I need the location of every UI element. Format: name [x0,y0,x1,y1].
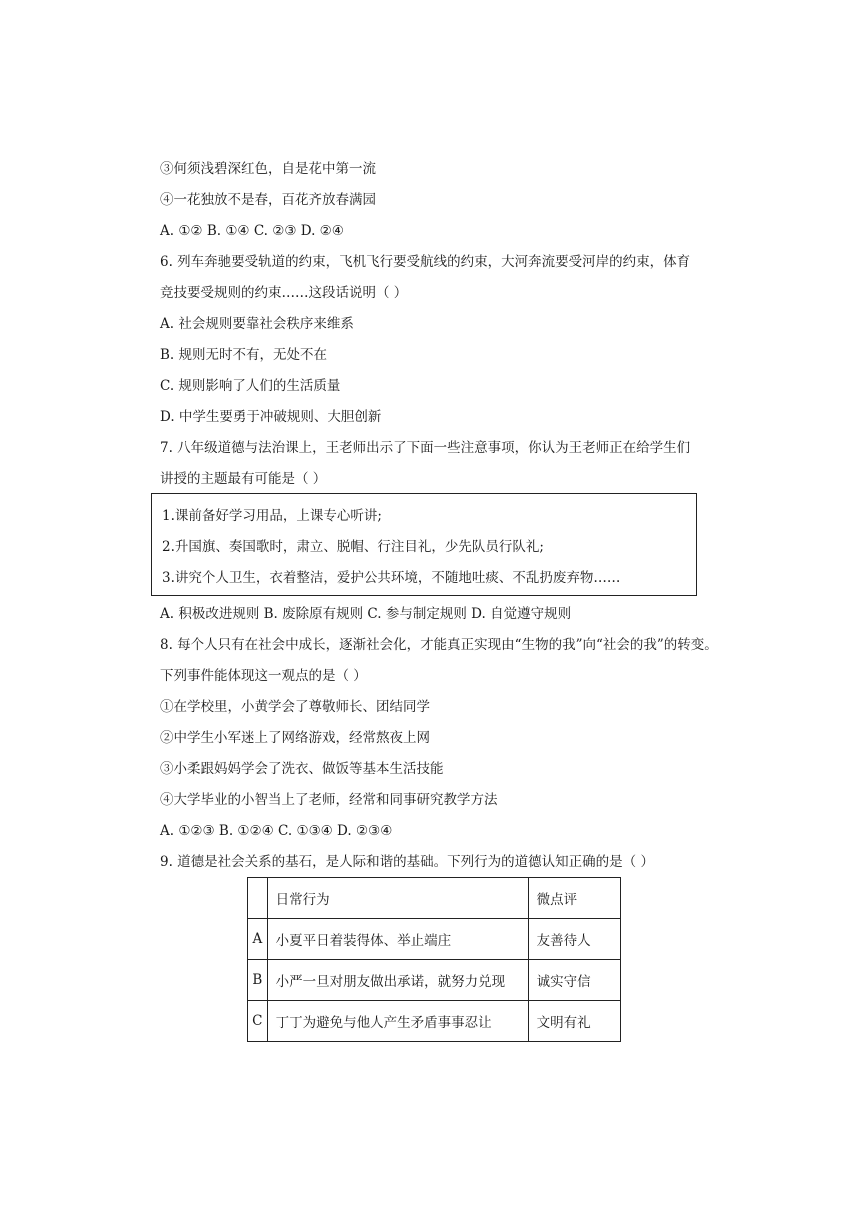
q8-answer-choices: A. ①②③ B. ①②④ C. ①③④ D. ②③④ [160,823,393,839]
q7-stem-line-1: 7. 八年级道德与法治课上，王老师出示了下面一些注意事项，你认为王老师正在给学生们 [160,440,691,456]
q8-item-2: ②中学生小军迷上了网络游戏，经常熬夜上网 [160,730,430,746]
option-line-3: ③何须浅碧深红色，自是花中第一流 [160,161,376,177]
q7-answer-choices: A. 积极改进规则 B. 废除原有规则 C. 参与制定规则 D. 自觉遵守规则 [160,606,572,622]
notice-item-3: 3.讲究个人卫生，衣着整洁，爱护公共环境，不随地吐痰、不乱扔废弃物…… [162,570,621,586]
q6-choice-c: C. 规则影响了人们的生活质量 [160,378,341,394]
table-cell-comment: 诚实守信 [528,960,620,1001]
q8-item-4: ④大学毕业的小智当上了老师，经常和同事研究教学方法 [160,792,498,808]
notice-item-2: 2.升国旗、奏国歌时，肃立、脱帽、行注目礼，少先队员行队礼; [162,539,544,555]
q5-answer-choices: A. ①② B. ①④ C. ②③ D. ②④ [160,223,344,239]
table-header-row [248,878,621,919]
notice-item-1: 1.课前备好学习用品，上课专心听讲; [162,508,382,524]
q6-choice-d: D. 中学生要勇于冲破规则、大胆创新 [160,409,382,425]
q6-stem-line-2: 竞技要受规则的约束……这段话说明（ ） [160,285,408,301]
table-row [248,919,621,960]
q6-choice-a: A. 社会规则要靠社会秩序来维系 [160,316,354,332]
table-row [248,960,621,1001]
q6-stem-line-1: 6. 列车奔驰要受轨道的约束，飞机飞行要受航线的约束，大河奔流要受河岸的约束，体育 [160,254,691,270]
table-cell-behavior: 小夏平日着装得体、举止端庄 [267,919,528,960]
q8-item-1: ①在学校里，小黄学会了尊敬师长、团结同学 [160,699,430,715]
q8-stem-line-1: 8. 每个人只有在社会中成长，逐渐社会化，才能真正实现由“生物的我”向“社会的我”的转变。 [160,637,718,653]
table-cell-comment: 文明有礼 [528,1001,620,1042]
q9-stem: 9. 道德是社会关系的基石，是人际和谐的基础。下列行为的道德认知正确的是（ ） [160,854,654,870]
q9-table [247,877,621,1042]
q7-stem-line-2: 讲授的主题最有可能是（ ） [160,471,327,487]
table-cell-comment: 友善待人 [528,919,620,960]
table-cell-label: C [248,1001,268,1042]
q8-stem-line-2: 下列事件能体现这一观点的是（ ） [160,668,367,684]
q6-choice-b: B. 规则无时不有，无处不在 [160,347,328,363]
table-header-cell [248,878,268,919]
table-cell-label: A [248,919,268,960]
option-line-4: ④一花独放不是春，百花齐放春满园 [160,192,376,208]
q8-item-3: ③小柔跟妈妈学会了洗衣、做饭等基本生活技能 [160,761,444,777]
table-header-cell: 微点评 [528,878,620,919]
table-cell-label: B [248,960,268,1001]
q7-notice-box [151,493,697,596]
table-cell-behavior: 小严一旦对朋友做出承诺，就努力兑现 [267,960,528,1001]
table-header-cell: 日常行为 [267,878,528,919]
table-cell-behavior: 丁丁为避免与他人产生矛盾事事忍让 [267,1001,528,1042]
table-row [248,1001,621,1042]
